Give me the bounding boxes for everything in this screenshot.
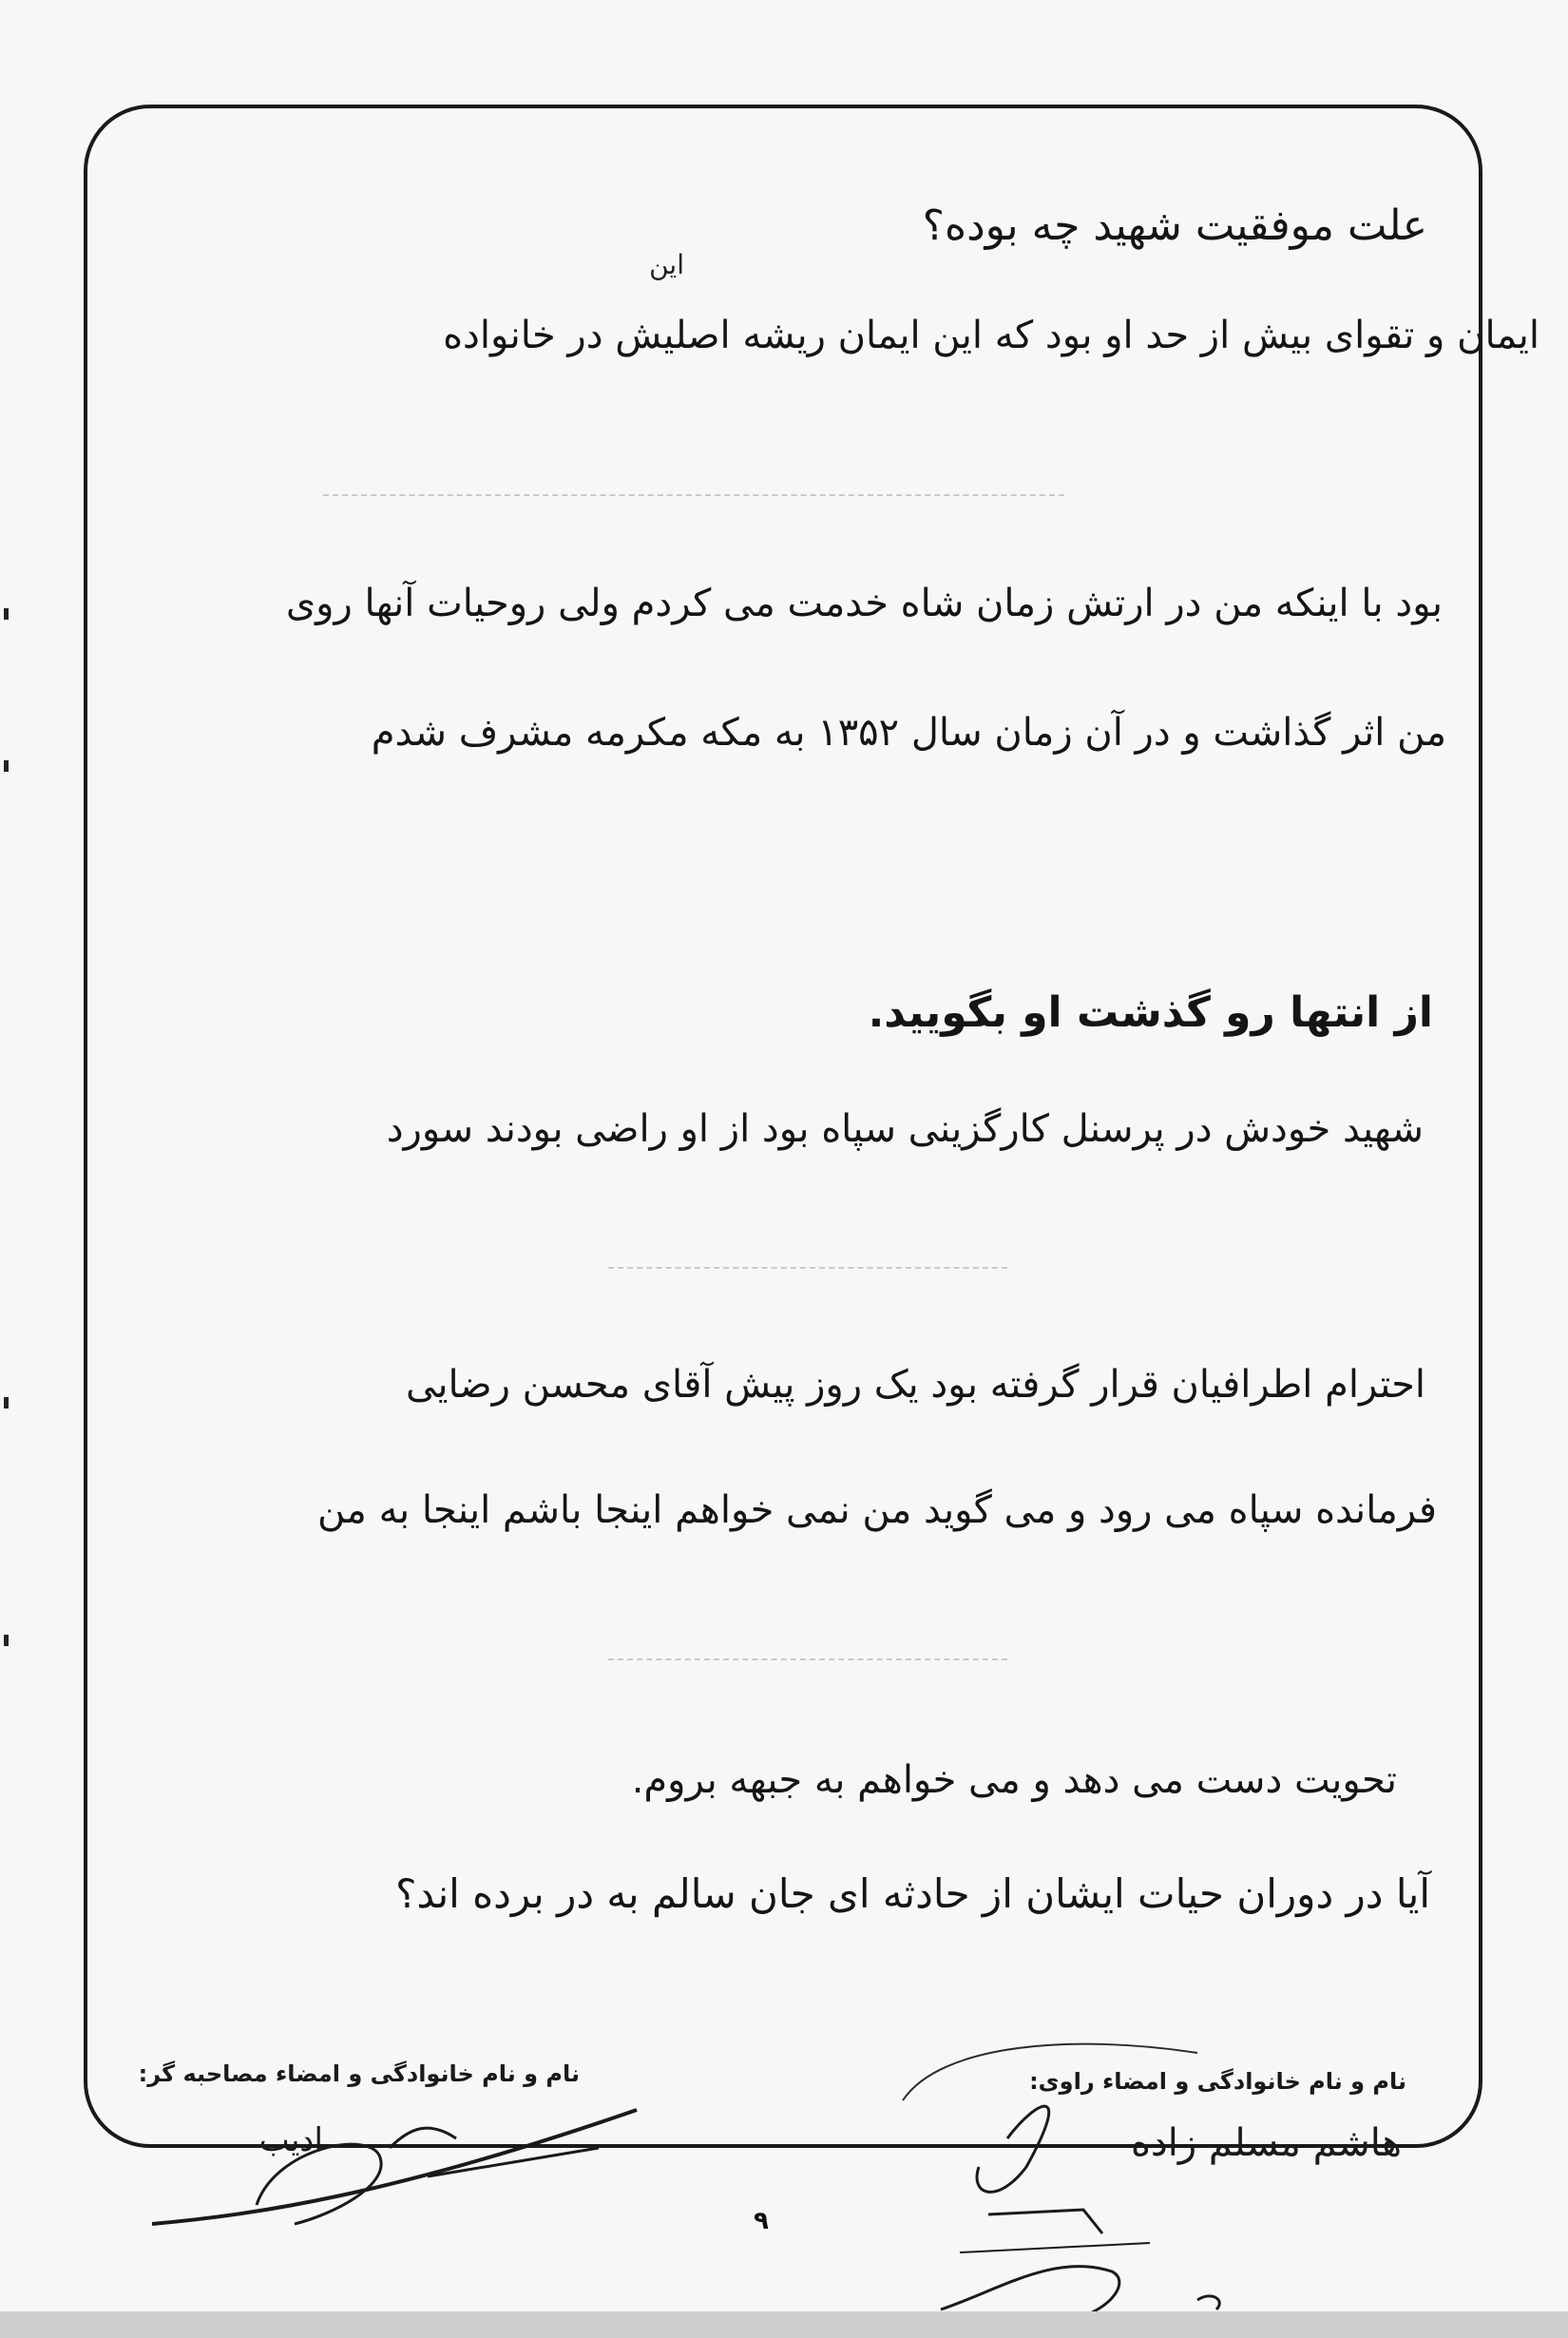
- narrator-label: نام و نام خانوادگی و امضاء راوی:: [1029, 2068, 1406, 2095]
- question-line: از انتها رو گذشت او بگویید.: [868, 988, 1433, 1037]
- interviewer-label: نام و نام خانوادگی و امضاء مصاحبه گر:: [138, 2060, 580, 2087]
- answer-line: من اثر گذاشت و در آن زمان سال ۱۳۵۲ به مکه مکرمه مشرف شدم: [371, 711, 1446, 755]
- insertion-text: این: [649, 249, 684, 280]
- interviewer-name: ادیب: [258, 2121, 323, 2159]
- interviewer-signature: [143, 2091, 675, 2243]
- answer-line: شهید خودش در پرسنل کارگزینی سپاه بود از او راضی بودند سورد: [386, 1107, 1424, 1151]
- answer-line: تحویت دست می دهد و می خواهم به جبهه بروم.: [631, 1758, 1397, 1802]
- question-line: آیا در دوران حیات ایشان از حادثه ای جان سالم به در برده اند؟: [395, 1870, 1430, 1917]
- answer-line: بود با اینکه من در ارتش زمان شاه خدمت می کردم ولی روحیات آنها روی: [285, 582, 1443, 625]
- scan-edge: [0, 2311, 1568, 2338]
- binding-mark: [4, 760, 9, 772]
- page-number: ۹: [754, 2207, 769, 2235]
- binding-mark: [4, 1397, 9, 1409]
- binding-mark: [4, 1635, 9, 1646]
- answer-line: ایمان و تقوای بیش از حد او بود که این ایمان ریشه اصلیش در خانواده: [443, 314, 1539, 357]
- narrator-signature: [884, 2024, 1321, 2328]
- separator: [323, 494, 1064, 496]
- answer-line: فرمانده سپاه می رود و می گوید من نمی خواهم اینجا باشم اینجا به من: [316, 1488, 1437, 1532]
- separator: [608, 1267, 1007, 1269]
- separator: [608, 1658, 1007, 1660]
- narrator-name: هاشم مسلم زاده: [1130, 2121, 1402, 2165]
- binding-mark: [4, 608, 9, 620]
- answer-line: احترام اطرافیان قرار گرفته بود یک روز پیش آقای محسن رضایی: [405, 1363, 1425, 1407]
- question-line: علت موفقیت شهید چه بوده؟: [922, 201, 1427, 250]
